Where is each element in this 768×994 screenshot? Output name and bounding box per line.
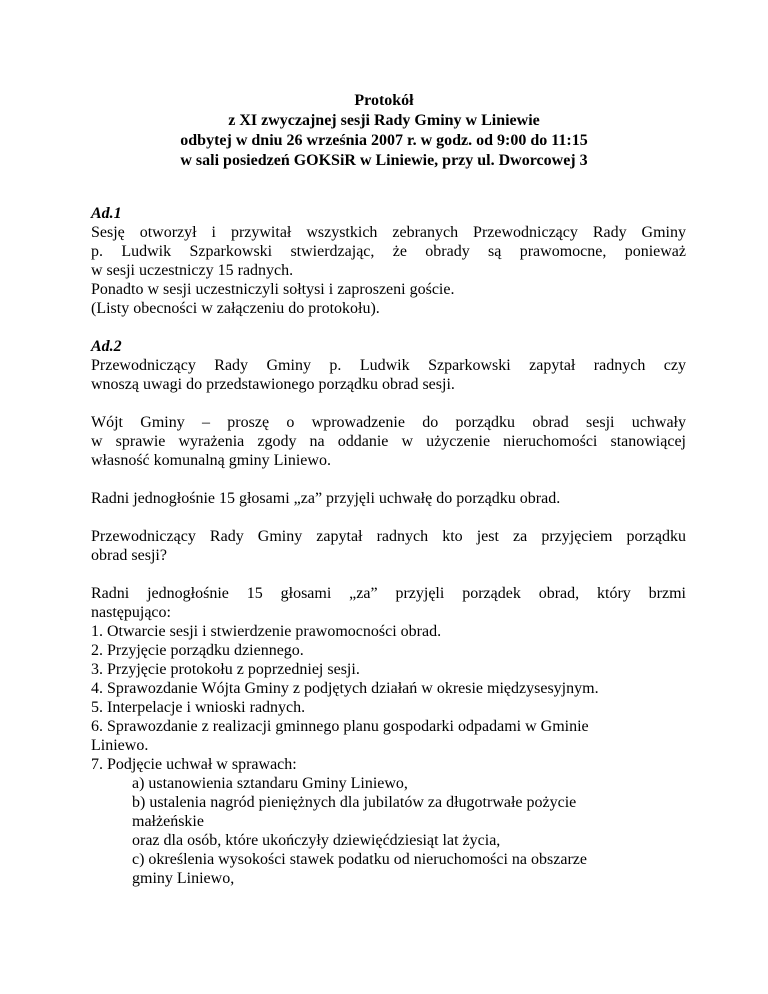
- ad2-paragraph-3: Radni jednogłośnie 15 głosami „za” przyjęli uchwałę do porządku obrad.: [91, 490, 561, 507]
- text-line: Przewodniczący Rady Gminy p. Ludwik Szparkowski zapytał radnych czy: [91, 357, 686, 374]
- agenda-subitem: małżeńskie: [132, 813, 204, 830]
- agenda-item: 2. Przyjęcie porządku dziennego.: [91, 642, 304, 659]
- session-name: z XI zwyczajnej sesji Rady Gminy w Liniewie: [228, 112, 540, 129]
- section-heading-ad2: Ad.2: [91, 338, 122, 355]
- session-date: odbytej w dniu 26 września 2007 r. w godz. od 9:00 do 11:15: [180, 132, 588, 149]
- document-title: Protokół: [354, 92, 414, 109]
- section-heading-ad1: Ad.1: [91, 205, 122, 222]
- ad2-paragraph-1: [91, 356, 686, 394]
- text-line: obrad sesji?: [91, 547, 167, 564]
- text-line: Ponadto w sesji uczestniczyli sołtysi i zaproszeni goście.: [91, 281, 455, 298]
- document-body: [91, 204, 686, 888]
- agenda-sublist: [91, 774, 686, 888]
- agenda-item: 6. Sprawozdanie z realizacji gminnego planu gospodarki odpadami w Gminie: [91, 718, 589, 735]
- agenda-item: 1. Otwarcie sesji i stwierdzenie prawomocności obrad.: [91, 623, 442, 640]
- document-header: [0, 91, 768, 171]
- text-line: p. Ludwik Szparkowski stwierdzając, że obrady są prawomocne, ponieważ: [91, 243, 686, 260]
- text-line: (Listy obecności w załączeniu do protokołu).: [91, 300, 380, 317]
- ad2-paragraph-2: [91, 413, 686, 470]
- text-line: Sesję otworzył i przywitał wszystkich zebranych Przewodniczący Rady Gminy: [91, 224, 686, 241]
- agenda-item: 3. Przyjęcie protokołu z poprzedniej sesji.: [91, 661, 360, 678]
- text-line: Radni jednogłośnie 15 głosami „za” przyjęli porządek obrad, który brzmi: [91, 585, 686, 602]
- text-line: Przewodniczący Rady Gminy zapytał radnych kto jest za przyjęciem porządku: [91, 528, 686, 545]
- text-line: następująco:: [91, 604, 171, 621]
- agenda-subitem: gminy Liniewo,: [132, 870, 235, 887]
- session-location: w sali posiedzeń GOKSiR w Liniewie, przy ul. Dworcowej 3: [180, 152, 588, 169]
- agenda-item: 5. Interpelacje i wnioski radnych.: [91, 699, 306, 716]
- ad2-paragraph-4: [91, 527, 686, 565]
- agenda-item: Liniewo.: [91, 737, 149, 754]
- text-line: w sesji uczestniczy 15 radnych.: [91, 262, 294, 279]
- ad1-paragraph: [91, 223, 686, 318]
- text-line: w sprawie wyrażenia zgody na oddanie w użyczenie nieruchomości stanowiącej: [91, 433, 686, 450]
- agenda-subitem: a) ustanowienia sztandaru Gminy Liniewo,: [132, 775, 408, 792]
- agenda-item: 7. Podjęcie uchwał w sprawach:: [91, 756, 297, 773]
- agenda-item: 4. Sprawozdanie Wójta Gminy z podjętych działań w okresie międzysesyjnym.: [91, 680, 599, 697]
- ad2-paragraph-5: [91, 584, 686, 622]
- agenda-subitem: b) ustalenia nagród pieniężnych dla jubilatów za długotrwałe pożycie: [132, 794, 577, 811]
- agenda-list: [91, 622, 686, 774]
- text-line: własność komunalną gminy Liniewo.: [91, 452, 331, 469]
- text-line: Wójt Gminy – proszę o wprowadzenie do porządku obrad sesji uchwały: [91, 414, 686, 431]
- agenda-subitem: c) określenia wysokości stawek podatku od nieruchomości na obszarze: [132, 851, 587, 868]
- text-line: wnoszą uwagi do przedstawionego porządku obrad sesji.: [91, 376, 455, 393]
- agenda-subitem: oraz dla osób, które ukończyły dziewięćdziesiąt lat życia,: [132, 832, 501, 849]
